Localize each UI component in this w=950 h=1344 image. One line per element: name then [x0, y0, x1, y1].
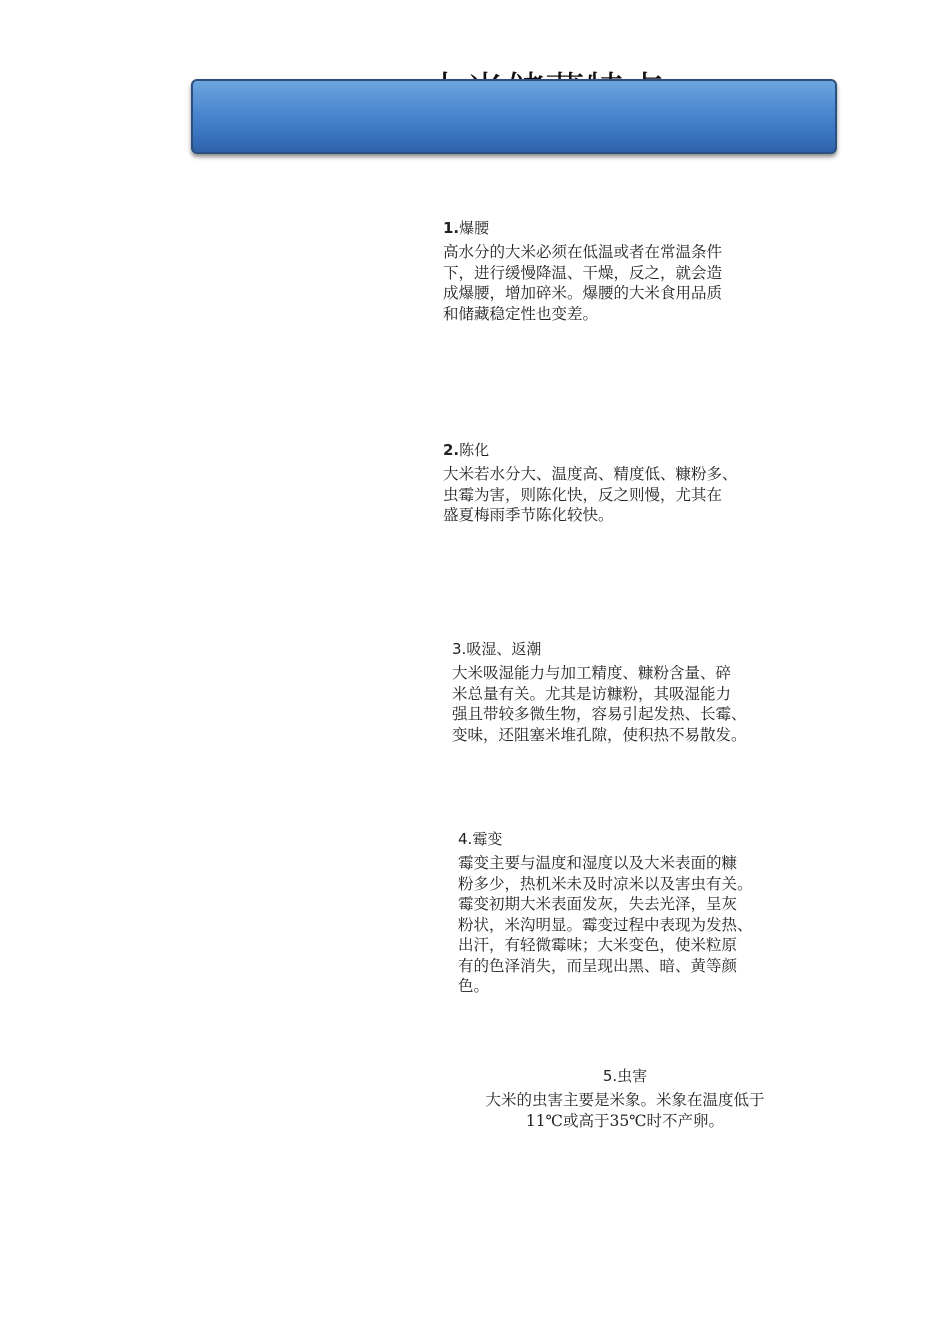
section-mildew [458, 829, 798, 997]
section-number: 1. [443, 219, 460, 237]
section-body: 大米吸湿能力与加工精度、糠粉含量、碎 米总量有关。尤其是访糠粉，其吸湿能力 强且带较多微生物，容易引起发热、长霉、 变味，还阻塞米堆孔隙，使积热不易散发。 [452, 664, 747, 744]
section-title: 吸湿、返潮 [466, 640, 542, 658]
section-title: 霉变 [472, 830, 503, 848]
section-body: 大米的虫害主要是米象。米象在温度低于 11℃或高于35℃时不产卵。 [485, 1091, 765, 1130]
section-aging [443, 440, 783, 526]
section-heading [443, 218, 773, 239]
section-title: 爆腰 [459, 219, 490, 237]
section-number: 2. [443, 441, 460, 459]
section-heading [455, 1066, 795, 1087]
section-number: 3. [452, 640, 467, 658]
section-body: 大米若水分大、温度高、精度低、糠粉多、 虫霉为害，则陈化快，反之则慢，尤其在 盛夏梅雨季节陈化较快。 [443, 465, 738, 524]
section-heading [452, 639, 792, 660]
section-title: 陈化 [459, 441, 490, 459]
section-explosive-waist [443, 218, 773, 324]
section-heading [443, 440, 783, 461]
title-banner [191, 79, 837, 154]
section-body: 高水分的大米必须在低温或者在常温条件 下，进行缓慢降温、干燥，反之，就会造 成爆腰，增加碎米。爆腰的大米食用品质 和储藏稳定性也变差。 [443, 243, 723, 323]
section-number: 5. [602, 1067, 618, 1085]
section-body: 霉变主要与温度和湿度以及大米表面的糠 粉多少，热机米未及时凉米以及害虫有关。 霉变初期大米表面发灰，失去光泽，呈灰 粉状，米沟明显。霉变过程中表现为发热、 出汗，有轻微霉味；大米变色，使米粒原 有的色泽消失，而呈现出黑、暗、黄等颜 色。 [458, 854, 753, 995]
section-pests [455, 1066, 795, 1131]
section-moisture [452, 639, 792, 745]
section-number: 4. [458, 830, 473, 848]
section-heading [458, 829, 798, 850]
section-title: 虫害 [617, 1067, 648, 1085]
